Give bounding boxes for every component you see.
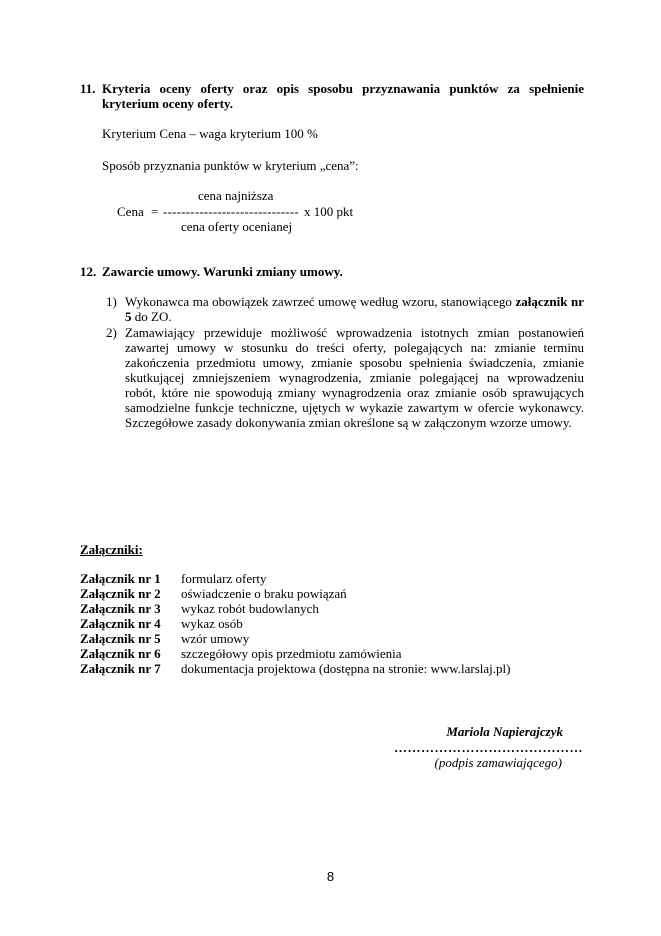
section-12-number: 12. xyxy=(80,264,97,279)
attachment-label: Załącznik nr 1 xyxy=(80,571,161,586)
attachment-label: Załącznik nr 3 xyxy=(80,601,161,616)
attachments-heading: Załączniki: xyxy=(80,542,143,557)
attachment-description: dokumentacja projektowa (dostępna na stronie: www.larslaj.pl) xyxy=(181,661,511,676)
attachment-description: wzór umowy xyxy=(181,631,250,646)
attachment-description: wykaz osób xyxy=(181,616,243,631)
signature-line: …………………………………… xyxy=(394,740,583,755)
list-item-text xyxy=(125,294,584,324)
attachment-label: Załącznik nr 2 xyxy=(80,586,161,601)
attachment-description: oświadczenie o braku powiązań xyxy=(181,586,347,601)
attachment-row xyxy=(80,616,560,631)
attachment-label: Załącznik nr 5 xyxy=(80,631,161,646)
signatory-name: Mariola Napierajczyk xyxy=(446,724,563,739)
section-12-title: Zawarcie umowy. Warunki zmiany umowy. xyxy=(102,264,343,279)
list-item-text-part: Wykonawca ma obowiązek zawrzeć umowę według wzoru, stanowiącego xyxy=(125,294,516,309)
section-11-title: Kryteria oceny oferty oraz opis sposobu przyznawania punktów za spełnienie kryterium oceny oferty. xyxy=(102,81,584,111)
list-item-text: Zamawiający przewiduje możliwość wprowadzenia istotnych zmian postanowień zawartej umowy w stosunku do treści oferty, polegających na: zmianie terminu zakończenia przedmiotu umowy, zmianie sposobu spełnienia świadczenia, zmianie skutkującej zmniejszeniem wynagrodzenia, zmianie polegającej na wprowadzeniu robót, które nie spowodują zmiany wynagrodzenia oraz zmianie osób sprawujących samodzielne funkcje techniczne, ujętych w wykazie zawartym w ofercie wykonawcy. Szczegółowe zasady dokonywania zmian określone są w załączonym wzorze umowy. xyxy=(125,325,584,430)
formula-equals: = xyxy=(151,204,159,219)
attachment-reference: załącznik nr 5 xyxy=(125,294,584,324)
attachment-label: Załącznik nr 4 xyxy=(80,616,161,631)
attachment-description: formularz oferty xyxy=(181,571,267,586)
attachment-label: Załącznik nr 7 xyxy=(80,661,161,676)
attachment-row xyxy=(80,601,560,616)
attachment-row xyxy=(80,571,560,586)
criterion-weight-text: Kryterium Cena – waga kryterium 100 % xyxy=(102,126,318,141)
attachment-row xyxy=(80,646,560,661)
attachment-row xyxy=(80,631,560,646)
formula-left-side: Cena xyxy=(117,204,144,219)
list-item-number: 2) xyxy=(106,325,117,340)
list-item-number: 1) xyxy=(106,294,117,309)
formula-denominator: cena oferty ocenianej xyxy=(181,219,293,234)
scoring-method-text: Sposób przyznania punktów w kryterium „cena”: xyxy=(102,158,359,173)
attachment-description: szczegółowy opis przedmiotu zamówienia xyxy=(181,646,402,661)
attachment-description: wykaz robót budowlanych xyxy=(181,601,319,616)
list-item-text-part: do ZO. xyxy=(131,309,172,324)
signature-caption: (podpis zamawiającego) xyxy=(434,755,562,770)
page-number: 8 xyxy=(326,869,335,884)
attachment-row xyxy=(80,661,560,676)
formula-fraction-line: ------------------------------ xyxy=(163,204,299,219)
attachment-label: Załącznik nr 6 xyxy=(80,646,161,661)
formula-multiplier: x 100 pkt xyxy=(304,204,354,219)
formula-numerator: cena najniższa xyxy=(198,188,274,203)
attachment-row xyxy=(80,586,560,601)
section-11-number: 11. xyxy=(80,81,96,96)
